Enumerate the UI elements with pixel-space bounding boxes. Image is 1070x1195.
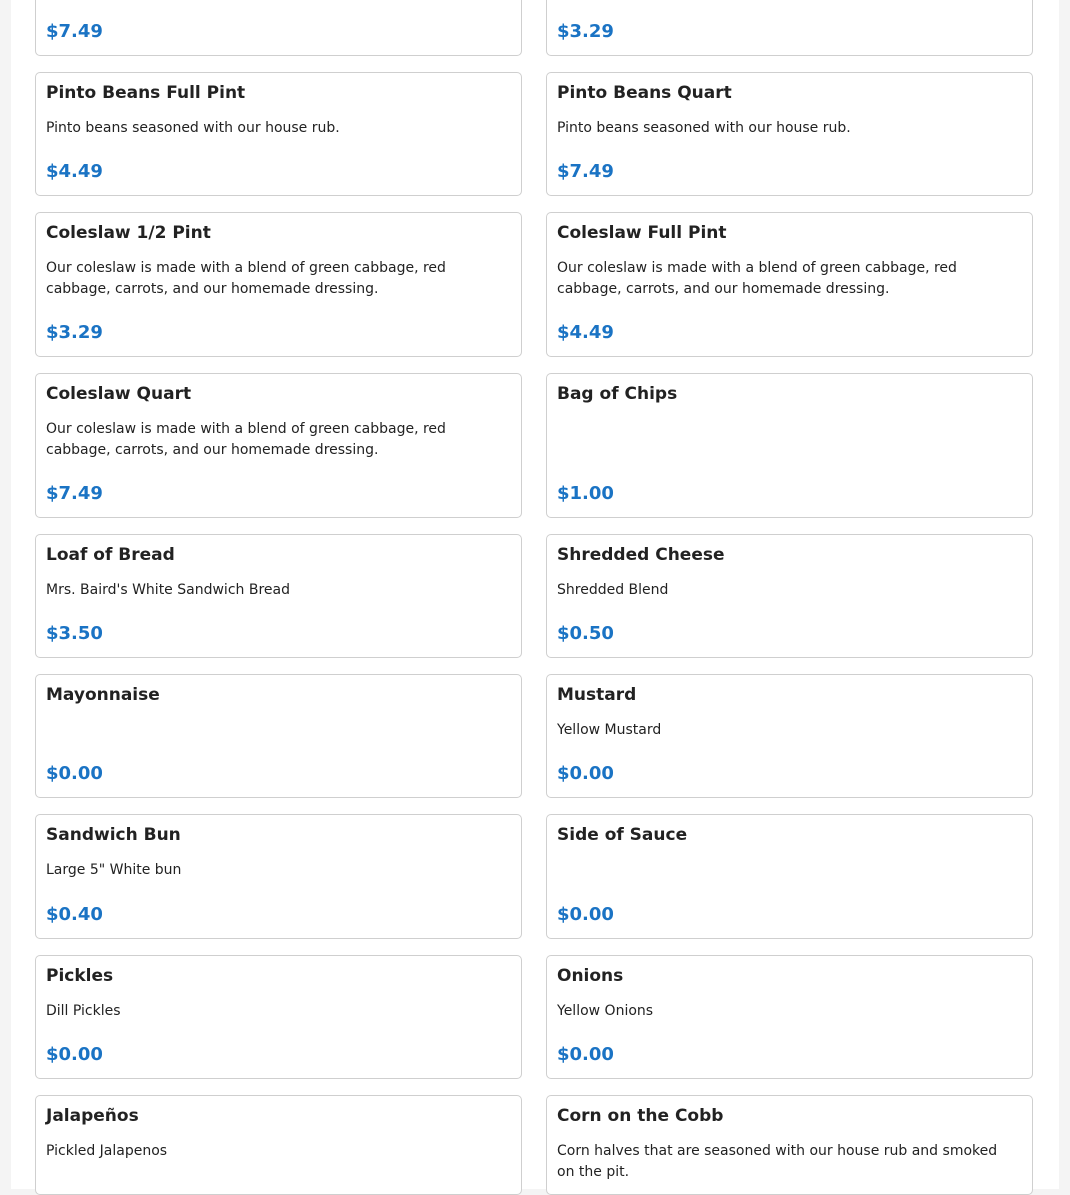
item-price: $7.49 bbox=[557, 161, 614, 182]
menu-item-card[interactable] bbox=[35, 212, 522, 357]
menu-item-card[interactable] bbox=[546, 0, 1033, 56]
item-description: Mrs. Baird's White Sandwich Bread bbox=[46, 582, 290, 598]
item-name: Mustard bbox=[557, 685, 637, 705]
menu-item-card[interactable] bbox=[35, 534, 522, 658]
item-description: Pinto beans seasoned with our house rub. bbox=[557, 120, 851, 136]
menu-item-card[interactable] bbox=[546, 534, 1033, 658]
menu-item-card[interactable] bbox=[546, 373, 1033, 518]
item-price: $0.00 bbox=[557, 904, 614, 925]
item-price: $3.29 bbox=[46, 322, 103, 343]
item-name: Coleslaw Full Pint bbox=[557, 223, 727, 243]
menu-item-card[interactable] bbox=[546, 212, 1033, 357]
item-price: $7.49 bbox=[46, 483, 103, 504]
item-name: Sandwich Bun bbox=[46, 825, 181, 845]
item-name: Pinto Beans Full Pint bbox=[46, 83, 246, 103]
menu-item-card[interactable] bbox=[35, 72, 522, 196]
item-price: $3.29 bbox=[557, 21, 614, 42]
item-price: $0.50 bbox=[557, 623, 614, 644]
item-description: Our coleslaw is made with a blend of green cabbage, red cabbage, carrots, and our homemade dressing. bbox=[557, 260, 957, 297]
item-price: $4.49 bbox=[46, 161, 103, 182]
menu-grid bbox=[11, 0, 1059, 1189]
item-description: Pinto beans seasoned with our house rub. bbox=[46, 120, 340, 136]
menu-item-card[interactable] bbox=[546, 1095, 1033, 1195]
item-description: Yellow Onions bbox=[557, 1003, 654, 1019]
item-name: Pickles bbox=[46, 966, 114, 986]
item-name: Jalapeños bbox=[46, 1106, 139, 1126]
item-name: Side of Sauce bbox=[557, 825, 688, 845]
menu-item-card[interactable] bbox=[546, 72, 1033, 196]
menu-item-card[interactable] bbox=[546, 814, 1033, 939]
item-description: Large 5" White bun bbox=[46, 862, 182, 878]
menu-item-card[interactable] bbox=[35, 674, 522, 798]
item-description: Yellow Mustard bbox=[557, 722, 662, 738]
menu-item-card[interactable] bbox=[35, 0, 522, 56]
item-price: $3.50 bbox=[46, 623, 103, 644]
item-name: Coleslaw 1/2 Pint bbox=[46, 223, 211, 243]
item-name: Onions bbox=[557, 966, 624, 986]
item-price: $7.49 bbox=[46, 21, 103, 42]
menu-item-card[interactable] bbox=[546, 674, 1033, 798]
item-price: $0.00 bbox=[46, 763, 103, 784]
item-description: Pickled Jalapenos bbox=[46, 1143, 168, 1159]
menu-item-card[interactable] bbox=[35, 373, 522, 518]
item-price: $0.00 bbox=[557, 1044, 614, 1065]
menu-item-card[interactable] bbox=[546, 955, 1033, 1079]
item-name: Corn on the Cobb bbox=[557, 1106, 724, 1126]
item-description: Our coleslaw is made with a blend of green cabbage, red cabbage, carrots, and our homemade dressing. bbox=[46, 260, 446, 297]
item-name: Mayonnaise bbox=[46, 685, 160, 705]
item-description: Corn halves that are seasoned with our house rub and smoked on the pit. bbox=[557, 1143, 998, 1180]
item-price: $0.00 bbox=[46, 1044, 103, 1065]
menu-item-card[interactable] bbox=[35, 1095, 522, 1195]
item-name: Pinto Beans Quart bbox=[557, 83, 732, 103]
item-name: Loaf of Bread bbox=[46, 545, 175, 565]
item-description: Dill Pickles bbox=[46, 1003, 121, 1019]
item-description: Shredded Blend bbox=[557, 582, 669, 598]
item-price: $0.00 bbox=[557, 763, 614, 784]
item-name: Bag of Chips bbox=[557, 384, 678, 404]
item-price: $4.49 bbox=[557, 322, 614, 343]
item-price: $1.00 bbox=[557, 483, 614, 504]
item-name: Coleslaw Quart bbox=[46, 384, 192, 404]
menu-item-card[interactable] bbox=[35, 814, 522, 939]
item-description: Our coleslaw is made with a blend of green cabbage, red cabbage, carrots, and our homemade dressing. bbox=[46, 421, 446, 458]
item-price: $0.40 bbox=[46, 904, 103, 925]
menu-item-card[interactable] bbox=[35, 955, 522, 1079]
item-name: Shredded Cheese bbox=[557, 545, 725, 565]
